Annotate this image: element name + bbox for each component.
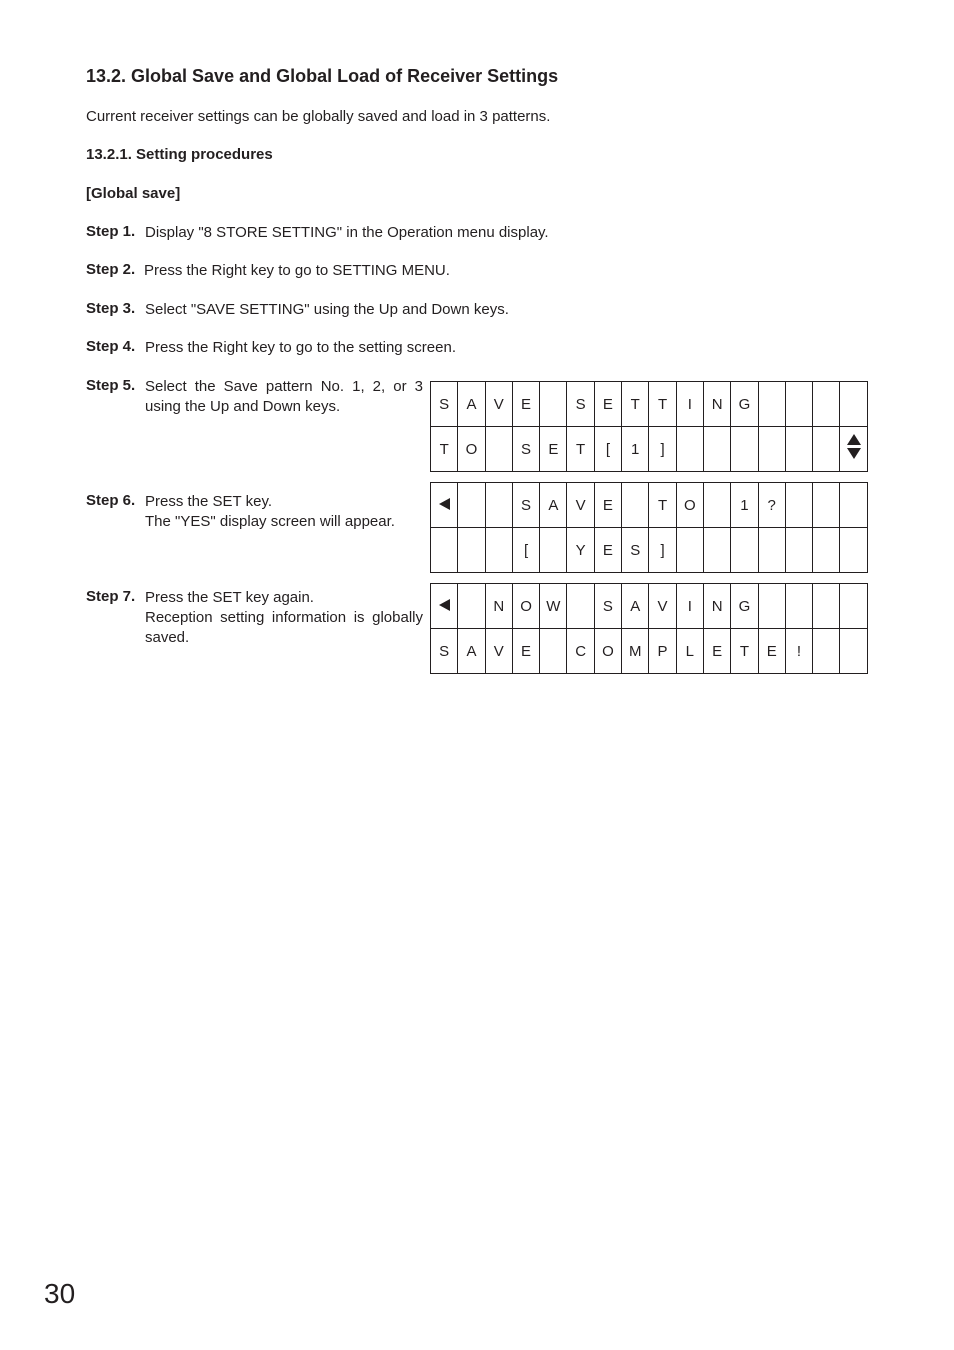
- step-text-2: Reception setting information is globally saved.: [145, 609, 423, 646]
- step-label: Step 5.: [86, 377, 136, 394]
- lcd-cell: N: [485, 584, 512, 629]
- page-number: 30: [44, 1278, 76, 1309]
- lcd-cell: [540, 629, 567, 674]
- step-text: Press the Right key to go to SETTING MENU.: [144, 262, 450, 279]
- lcd-cell: W: [540, 584, 567, 629]
- lcd-cell: V: [485, 629, 512, 674]
- lcd-cell: T: [622, 382, 649, 427]
- step-text-2: The "YES" display screen will appear.: [145, 513, 395, 530]
- lcd-cell: [785, 528, 812, 573]
- lcd-display-save-confirm: [430, 482, 868, 573]
- step-text: Display "8 STORE SETTING" in the Operation menu display.: [145, 224, 549, 241]
- lcd-cell: [813, 528, 840, 573]
- lcd-cell: [840, 427, 867, 472]
- lcd-row: [431, 483, 868, 528]
- lcd-cell: [785, 382, 812, 427]
- step-text: Select the Save pattern No. 1, 2, or 3 using the Up and Down keys.: [145, 378, 423, 415]
- lcd-cell: T: [731, 629, 758, 674]
- lcd-cell: T: [567, 427, 594, 472]
- lcd-cell: O: [676, 483, 703, 528]
- lcd-cell: ?: [758, 483, 785, 528]
- lcd-cell: S: [622, 528, 649, 573]
- lcd-cell: L: [676, 629, 703, 674]
- lcd-cell: [622, 483, 649, 528]
- lcd-cell: E: [594, 382, 621, 427]
- lcd-cell: [785, 427, 812, 472]
- step-text: Press the SET key again.: [145, 589, 314, 606]
- lcd-cell: O: [512, 584, 539, 629]
- lcd-cell: [485, 483, 512, 528]
- global-save-heading: [Global save]: [86, 185, 181, 202]
- step-label: Step 1.: [86, 223, 136, 240]
- lcd-cell: S: [567, 382, 594, 427]
- lcd-cell: E: [540, 427, 567, 472]
- step-label: Step 6.: [86, 492, 136, 509]
- lcd-cell: [676, 427, 703, 472]
- lcd-cell: [813, 427, 840, 472]
- lcd-cell: [785, 584, 812, 629]
- lcd-cell: [540, 382, 567, 427]
- section-title: 13.2. Global Save and Global Load of Receiver Settings: [86, 66, 559, 86]
- left-arrow-icon: [439, 599, 450, 611]
- lcd-row: [431, 382, 868, 427]
- intro-text: Current receiver settings can be globally saved and load in 3 patterns.: [86, 108, 551, 125]
- lcd-cell: [: [594, 427, 621, 472]
- lcd-cell: E: [758, 629, 785, 674]
- lcd-cell: A: [458, 629, 485, 674]
- lcd-cell: [540, 528, 567, 573]
- lcd-cell: T: [649, 382, 676, 427]
- lcd-cell: [813, 629, 840, 674]
- lcd-cell: V: [649, 584, 676, 629]
- lcd-cell: [703, 528, 730, 573]
- lcd-cell: [703, 427, 730, 472]
- subsection-title: 13.2.1. Setting procedures: [86, 146, 273, 163]
- lcd-cell: E: [512, 382, 539, 427]
- step-label: Step 3.: [86, 300, 136, 317]
- lcd-row: [431, 427, 868, 472]
- lcd-cell: S: [431, 382, 458, 427]
- lcd-cell: [758, 584, 785, 629]
- lcd-cell: [: [512, 528, 539, 573]
- left-arrow-icon: [439, 498, 450, 510]
- step-text: Press the Right key to go to the setting screen.: [145, 339, 457, 356]
- lcd-cell: [431, 483, 458, 528]
- lcd-cell: 1: [622, 427, 649, 472]
- step-label: Step 4.: [86, 338, 136, 355]
- lcd-cell: [431, 528, 458, 573]
- lcd-cell: S: [512, 427, 539, 472]
- lcd-row: [431, 629, 868, 674]
- lcd-cell: M: [622, 629, 649, 674]
- lcd-cell: [758, 382, 785, 427]
- lcd-row: [431, 584, 868, 629]
- lcd-row: [431, 528, 868, 573]
- lcd-cell: 1: [731, 483, 758, 528]
- lcd-cell: V: [567, 483, 594, 528]
- lcd-cell: E: [594, 483, 621, 528]
- lcd-cell: E: [703, 629, 730, 674]
- step-label: Step 7.: [86, 588, 136, 605]
- lcd-display-save-setting: [430, 381, 868, 472]
- lcd-cell: [758, 427, 785, 472]
- lcd-cell: [758, 528, 785, 573]
- lcd-cell: G: [731, 382, 758, 427]
- lcd-cell: G: [731, 584, 758, 629]
- lcd-cell: [431, 584, 458, 629]
- lcd-cell: A: [540, 483, 567, 528]
- lcd-cell: [785, 483, 812, 528]
- lcd-cell: [840, 629, 867, 674]
- lcd-cell: S: [431, 629, 458, 674]
- lcd-cell: V: [485, 382, 512, 427]
- step-text: Select "SAVE SETTING" using the Up and Down keys.: [145, 301, 509, 318]
- lcd-cell: A: [622, 584, 649, 629]
- lcd-cell: O: [594, 629, 621, 674]
- lcd-cell: N: [703, 382, 730, 427]
- updown-icon: [847, 434, 861, 460]
- lcd-cell: A: [458, 382, 485, 427]
- lcd-cell: [485, 528, 512, 573]
- step-text: Press the SET key.: [145, 493, 272, 510]
- lcd-cell: [731, 427, 758, 472]
- lcd-cell: C: [567, 629, 594, 674]
- lcd-display-save-complete: [430, 583, 868, 674]
- lcd-cell: [813, 382, 840, 427]
- lcd-cell: ]: [649, 528, 676, 573]
- lcd-cell: [458, 483, 485, 528]
- lcd-cell: S: [512, 483, 539, 528]
- lcd-cell: N: [703, 584, 730, 629]
- lcd-cell: [567, 584, 594, 629]
- lcd-cell: O: [458, 427, 485, 472]
- lcd-cell: T: [431, 427, 458, 472]
- lcd-cell: !: [785, 629, 812, 674]
- lcd-cell: ]: [649, 427, 676, 472]
- lcd-cell: [840, 382, 867, 427]
- lcd-cell: I: [676, 382, 703, 427]
- lcd-cell: [458, 528, 485, 573]
- lcd-cell: [813, 483, 840, 528]
- lcd-cell: [813, 584, 840, 629]
- lcd-cell: T: [649, 483, 676, 528]
- lcd-cell: E: [594, 528, 621, 573]
- lcd-cell: [676, 528, 703, 573]
- lcd-cell: [840, 483, 867, 528]
- lcd-cell: I: [676, 584, 703, 629]
- lcd-cell: [458, 584, 485, 629]
- lcd-cell: [840, 584, 867, 629]
- lcd-cell: [703, 483, 730, 528]
- lcd-cell: S: [594, 584, 621, 629]
- lcd-cell: [840, 528, 867, 573]
- lcd-cell: [731, 528, 758, 573]
- lcd-cell: [485, 427, 512, 472]
- lcd-cell: Y: [567, 528, 594, 573]
- lcd-cell: P: [649, 629, 676, 674]
- lcd-cell: E: [512, 629, 539, 674]
- step-label: Step 2.: [86, 261, 136, 278]
